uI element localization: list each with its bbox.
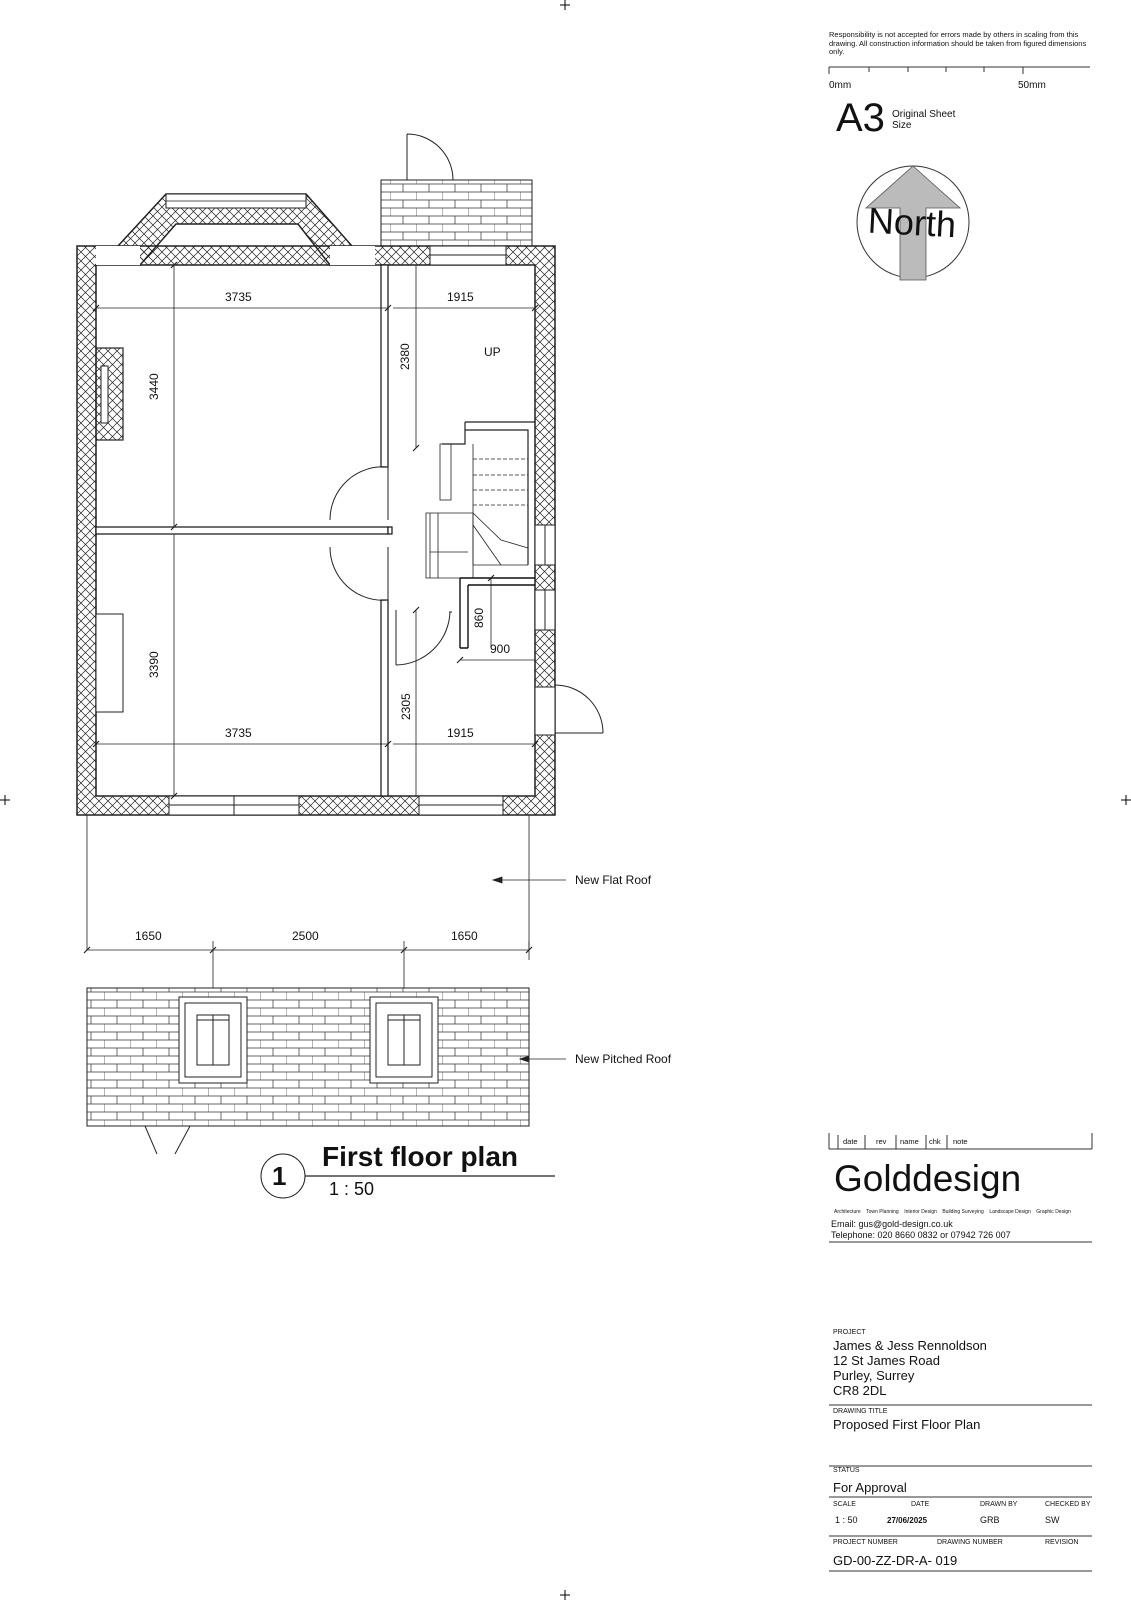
stair-up-label: UP bbox=[484, 345, 501, 359]
dim-landing-depth: 860 bbox=[472, 607, 486, 628]
project-line: CR8 2DL bbox=[833, 1383, 887, 1398]
dim-lower-left-width: 3735 bbox=[225, 726, 252, 740]
scale-value: 1 : 50 bbox=[835, 1515, 858, 1525]
dim-lower-right-width: 1915 bbox=[447, 726, 474, 740]
dim-upper-left-depth: 3440 bbox=[147, 373, 161, 400]
dim-roof-middle: 2500 bbox=[292, 929, 319, 943]
dim-lower-left-depth: 3390 bbox=[147, 651, 161, 678]
porch-roof bbox=[381, 180, 532, 246]
drawn-by-label: DRAWN BY bbox=[980, 1501, 1018, 1508]
service-item: Landscape Design bbox=[989, 1209, 1031, 1215]
rev-header-name: name bbox=[900, 1137, 919, 1146]
drawing-title-value: Proposed First Floor Plan bbox=[833, 1417, 981, 1432]
revision-label: REVISION bbox=[1045, 1539, 1079, 1546]
checked-by-value: SW bbox=[1045, 1515, 1060, 1525]
view-number: 1 bbox=[272, 1161, 287, 1191]
view-title: First floor plan bbox=[322, 1141, 518, 1172]
date-value: 27/06/2025 bbox=[887, 1516, 928, 1525]
dim-landing-width: 900 bbox=[490, 642, 511, 656]
rev-header-date: date bbox=[843, 1137, 858, 1146]
pitched-roof bbox=[87, 988, 529, 1126]
status-label: STATUS bbox=[833, 1467, 860, 1474]
door-swings bbox=[330, 467, 452, 665]
chimney-breast bbox=[96, 348, 123, 440]
rev-header-chk: chk bbox=[929, 1137, 941, 1146]
drawing-title-label: DRAWING TITLE bbox=[833, 1408, 888, 1415]
north-label: North bbox=[867, 199, 958, 246]
side-door-swing bbox=[555, 685, 603, 733]
fire-recess bbox=[96, 614, 123, 712]
sheet-caption: Original Sheet Size bbox=[892, 109, 956, 131]
view-scale: 1 : 50 bbox=[329, 1179, 375, 1199]
dim-roof-left: 1650 bbox=[135, 929, 162, 943]
drawn-by-value: GRB bbox=[980, 1515, 1000, 1525]
company-telephone: Telephone: 020 8660 0832 or 07942 726 007 bbox=[831, 1230, 1011, 1240]
dim-upper-right-width: 1915 bbox=[447, 290, 474, 304]
project-line: James & Jess Rennoldson bbox=[833, 1338, 987, 1353]
company-name: Golddesign bbox=[834, 1158, 1022, 1199]
service-item: Graphic Design bbox=[1036, 1209, 1071, 1215]
porch-door-swing bbox=[407, 134, 453, 180]
status-value: For Approval bbox=[833, 1480, 907, 1495]
drawing-number-label: DRAWING NUMBER bbox=[937, 1539, 1003, 1546]
project-label: PROJECT bbox=[833, 1329, 866, 1336]
project-line: 12 St James Road bbox=[833, 1353, 940, 1368]
disclaimer-text: Responsibility is not accepted for errors made by others in scaling from this drawing. All construction information should be taken from figured dimensions only. bbox=[829, 30, 1087, 57]
project-line: Purley, Surrey bbox=[833, 1368, 915, 1383]
scale-bar-end: 50mm bbox=[1018, 80, 1046, 91]
dim-upper-right-depth: 2380 bbox=[398, 343, 412, 370]
dim-roof-right: 1650 bbox=[451, 929, 478, 943]
rev-header-note: note bbox=[953, 1137, 968, 1146]
flat-roof-note: New Flat Roof bbox=[575, 873, 652, 887]
internal-walls bbox=[96, 265, 392, 796]
company-services bbox=[834, 1210, 1071, 1215]
company-email: Email: gus@gold-design.co.uk bbox=[831, 1219, 953, 1229]
project-number-label: PROJECT NUMBER bbox=[833, 1539, 898, 1546]
drawing-number: GD-00-ZZ-DR-A- 019 bbox=[833, 1553, 958, 1568]
rev-header-rev: rev bbox=[876, 1137, 887, 1146]
checked-by-label: CHECKED BY bbox=[1045, 1501, 1091, 1508]
pitched-roof-note: New Pitched Roof bbox=[575, 1052, 672, 1066]
service-item: Town Planning bbox=[866, 1209, 899, 1215]
service-item: Interior Design bbox=[904, 1209, 937, 1215]
date-label: DATE bbox=[911, 1501, 930, 1508]
sheet-size: A3 bbox=[836, 96, 885, 140]
scale-label: SCALE bbox=[833, 1501, 856, 1508]
roof-door-swing bbox=[145, 1126, 190, 1154]
dim-lower-right-depth: 2305 bbox=[399, 693, 413, 720]
service-item: Architecture bbox=[834, 1209, 861, 1215]
dim-upper-left-width: 3735 bbox=[225, 290, 252, 304]
service-item: Building Surveying bbox=[942, 1209, 984, 1215]
scale-bar bbox=[829, 67, 1090, 74]
roof-extension bbox=[84, 815, 532, 988]
scale-bar-start: 0mm bbox=[829, 80, 852, 91]
